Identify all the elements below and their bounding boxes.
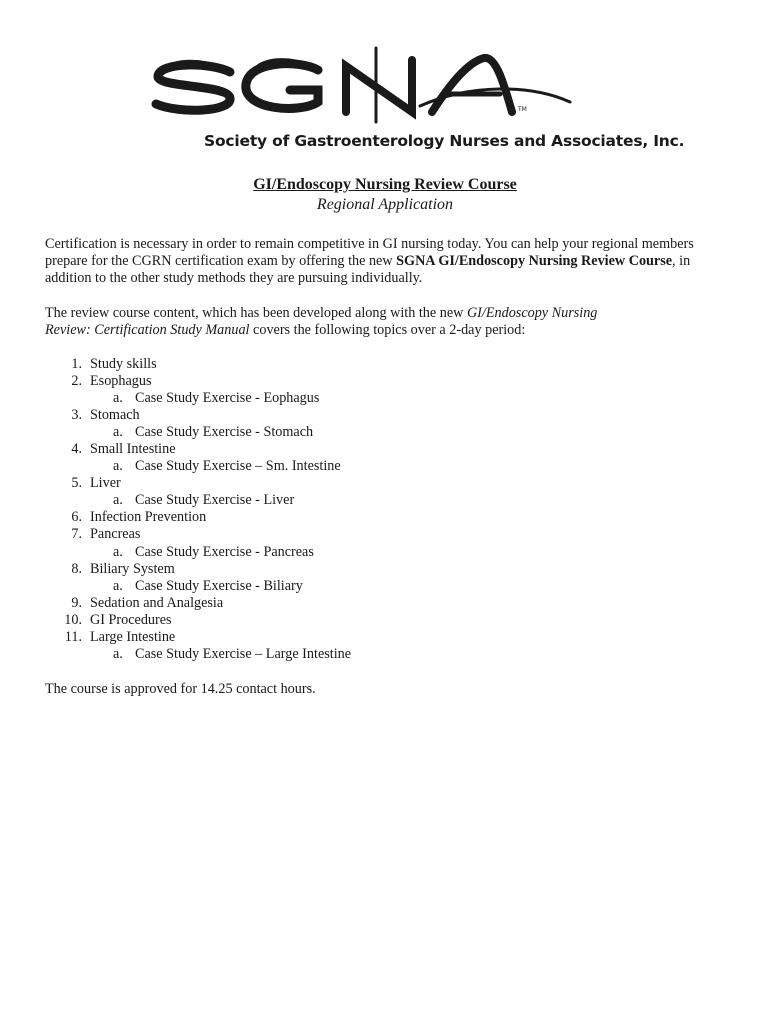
- sub-list-item-label: Case Study Exercise – Large Intestine: [135, 645, 352, 662]
- list-item: [45, 595, 645, 612]
- intro-line-1: Certification is necessary in order to remain competitive in GI nursing today. You can help your regional members: [45, 236, 694, 252]
- list-item: [45, 407, 645, 424]
- list-item-number: 2.: [71, 373, 82, 390]
- list-item-label: Liver: [90, 475, 121, 492]
- list-item: [45, 629, 645, 646]
- list-item-number: 9.: [71, 594, 82, 611]
- sub-list-item: [45, 492, 645, 509]
- list-item-number: 10.: [64, 611, 82, 628]
- list-item: [45, 509, 645, 526]
- sgna-wordmark-logo-image: [150, 44, 630, 124]
- course-name-bold: SGNA GI/Endoscopy Nursing Review Course: [396, 253, 673, 269]
- list-item-number: 7.: [71, 526, 82, 543]
- list-item-label: Large Intestine: [90, 628, 176, 645]
- list-item-number: 5.: [71, 475, 82, 492]
- sub-list-item-label: Case Study Exercise – Sm. Intestine: [135, 458, 341, 475]
- intro-line-2-tail: , in: [672, 253, 691, 269]
- list-item-label: Small Intestine: [90, 441, 176, 458]
- list-item-label: Stomach: [90, 407, 140, 424]
- page-title: GI/Endoscopy Nursing Review Course: [253, 176, 517, 193]
- list-item-number: 4.: [71, 441, 82, 458]
- list-item-number: 1.: [71, 356, 82, 372]
- sub-list-item-label: Case Study Exercise - Stomach: [135, 424, 314, 441]
- sub-list-item-letter: a.: [113, 577, 123, 594]
- manual-title-part-1: GI/Endoscopy Nursing: [466, 305, 598, 321]
- sub-list-item-label: Case Study Exercise - Biliary: [135, 577, 303, 594]
- list-item: [45, 373, 645, 390]
- list-item-number: 11.: [64, 628, 82, 645]
- manual-title-part-2: Review: Certification Study Manual: [45, 322, 250, 338]
- list-item: [45, 475, 645, 492]
- list-item: [45, 441, 645, 458]
- content-line-2: [45, 322, 745, 339]
- list-item-number: 3.: [71, 407, 82, 424]
- list-item-label: Biliary System: [90, 560, 175, 577]
- trademark-mark: TM: [518, 106, 527, 113]
- list-item: [45, 612, 645, 629]
- list-item-label: Esophagus: [90, 373, 152, 390]
- closing-paragraph: The course is approved for 14.25 contact hours.: [45, 681, 316, 697]
- list-item-label: Study skills: [90, 356, 157, 372]
- intro-line-3: addition to the other study methods they are pursuing individually.: [45, 270, 423, 286]
- sub-list-item-label: Case Study Exercise - Liver: [135, 492, 295, 509]
- sub-list-item-letter: a.: [113, 543, 123, 560]
- sub-list-item-letter: a.: [113, 390, 123, 407]
- list-item-label: Pancreas: [90, 526, 141, 543]
- sub-list-item: [45, 390, 645, 407]
- list-item: [45, 526, 645, 543]
- logo-tagline: Society of Gastroenterology Nurses and Associates, Inc.: [204, 132, 685, 150]
- intro-paragraph: [45, 236, 745, 287]
- sub-list-item: [45, 424, 645, 441]
- list-item-label: Sedation and Analgesia: [90, 594, 224, 611]
- content-paragraph: [45, 305, 745, 339]
- topics-list: [45, 356, 645, 663]
- content-line-1-text: The review course content, which has been developed along with the new: [45, 305, 467, 321]
- sub-list-item-letter: a.: [113, 492, 123, 509]
- sgna-logo: [150, 44, 685, 159]
- sub-list-item-letter: a.: [113, 458, 123, 475]
- sub-list-item-letter: a.: [113, 645, 123, 662]
- page-subtitle: Regional Application: [316, 196, 454, 213]
- sub-list-item-label: Case Study Exercise - Eophagus: [135, 390, 320, 407]
- content-line-2-text: covers the following topics over a 2-day period:: [249, 322, 526, 338]
- sub-list-item-label: Case Study Exercise - Pancreas: [135, 543, 314, 560]
- sub-list-item: [45, 544, 645, 561]
- intro-line-2-text: prepare for the CGRN certification exam by offering the new: [45, 253, 397, 269]
- intro-line-2: [45, 253, 745, 270]
- sub-list-item: [45, 646, 645, 663]
- sub-list-item: [45, 578, 645, 595]
- list-item-number: 8.: [71, 560, 82, 577]
- list-item-label: Infection Prevention: [90, 509, 207, 526]
- list-item-label: GI Procedures: [90, 611, 172, 628]
- sub-list-item: [45, 458, 645, 475]
- list-item: [45, 561, 645, 578]
- sub-list-item-letter: a.: [113, 424, 123, 441]
- content-line-1: [45, 305, 745, 322]
- list-item-number: 6.: [71, 509, 82, 526]
- list-item: [45, 356, 645, 373]
